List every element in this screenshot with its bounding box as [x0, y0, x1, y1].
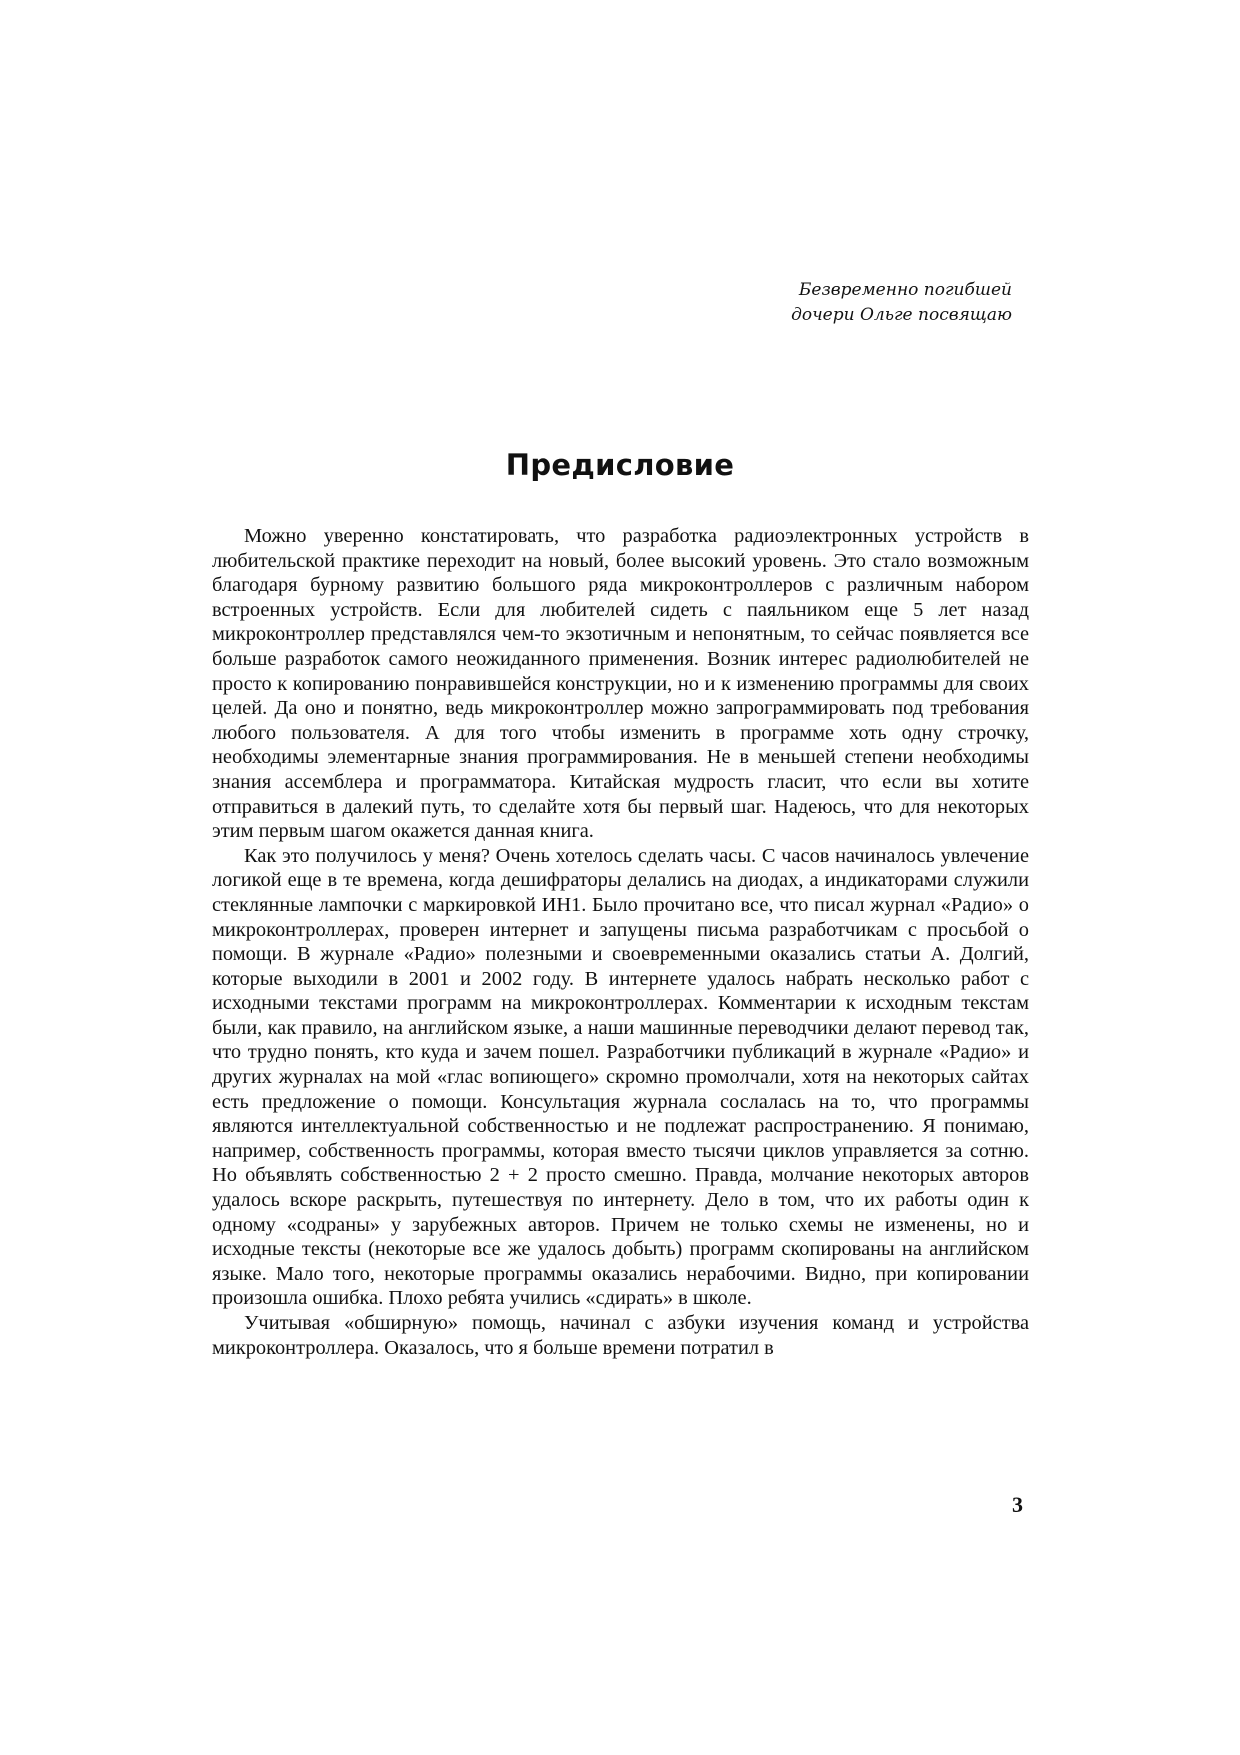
dedication-line: Безвременно погибшей: [798, 280, 1012, 300]
chapter-title: Предисловие: [505, 448, 735, 482]
body-text: [212, 524, 1029, 1360]
dedication: [612, 278, 1012, 328]
page-number: 3: [1012, 1492, 1023, 1517]
paragraph: Как это получилось у меня? Очень хотелось сделать часы. С часов начиналось увлечение логикой еще в те времена, когда дешифраторы делались на диодах, а индикаторами служили стеклянные лампочки с маркировкой ИН1. Было прочитано все, что писал журнал «Радио» о микроконтроллерах, проверен интернет и запущены письма разработчикам с просьбой о помощи. В журнале «Радио» полезными и своевременными оказались статьи А. Долгий, которые выходили в 2001 и 2002 году. В интернете удалось набрать несколько работ с исходными текстами программ на микроконтроллерах. Комментарии к исходным текстам были, как правило, на английском языке, а наши машинные переводчики делают перевод так, что трудно понять, кто куда и зачем пошел. Разработчики публикаций в журнале «Радио» и других журналах на мой «глас вопиющего» скромно промолчали, хотя на некоторых сайтах есть предложение о помощи. Консультация журнала сослалась на то, что программы являются интеллектуальной собственностью и не подлежат распространению. Я понимаю, например, собственность программы, которая вместо тысячи циклов управляется за сотню. Но объявлять собственностью 2 + 2 просто смешно. Правда, молчание некоторых авторов удалось вскоре раскрыть, путешествуя по интернету. Дело в том, что их работы один к одному «содраны» у зарубежных авторов. Причем не только схемы не изменены, но и исходные тексты (некоторые все же удалось добыть) программ скопированы на английском языке. Мало того, некоторые программы оказались нерабочими. Видно, при копировании произошла ошибка. Плохо ребята учились «сдирать» в школе.: [212, 844, 1029, 1310]
dedication-line: дочери Ольге посвящаю: [791, 305, 1012, 325]
paragraph: Учитывая «обширную» помощь, начинал с азбуки изучения команд и устройства микроконтроллера. Оказалось, что я больше времени потратил в: [212, 1312, 1029, 1359]
paragraph: Можно уверенно констатировать, что разработка радиоэлектронных устройств в любительской практике переходит на новый, более высокий уровень. Это стало возможным благодаря бурному развитию большого ряда микроконтроллеров с различным набором встроенных устройств. Если для любителей сидеть с паяльником еще 5 лет назад микроконтроллер представлялся чем-то экзотичным и непонятным, то сейчас появляется все больше разработок самого неожиданного применения. Возник интерес радиолюбителей не просто к копированию понравившейся конструкции, но и к изменению программы для своих целей. Да оно и понятно, ведь микроконтроллер можно запрограммировать под требования любого пользователя. А для того чтобы изменить в программе хоть одну строчку, необходимы элементарные знания программирования. Не в меньшей степени необходимы знания ассемблера и программатора. Китайская мудрость гласит, что если вы хотите отправиться в далекий путь, то сделайте хотя бы первый шаг. Надеюсь, что для некоторых этим первым шагом окажется данная книга.: [212, 525, 1029, 843]
